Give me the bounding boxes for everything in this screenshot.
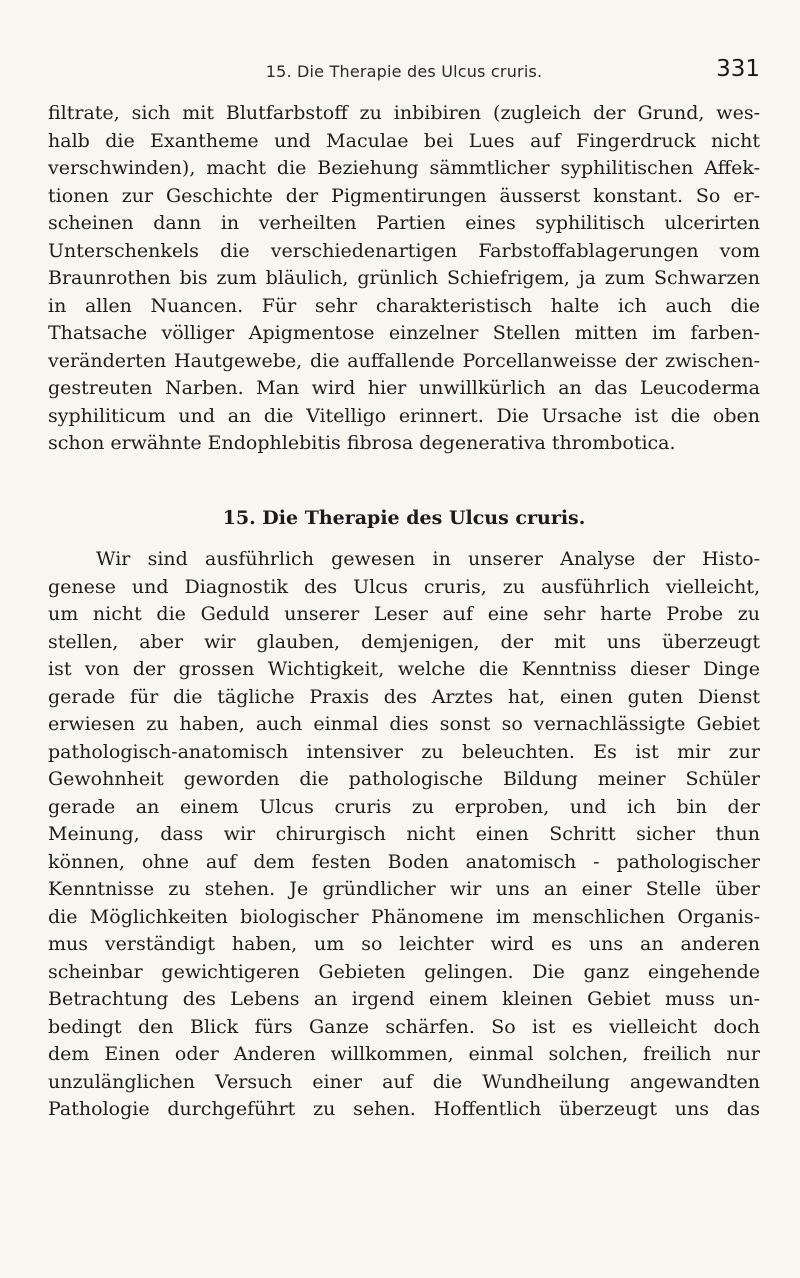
- text-line: Meinung, dass wir chirurgisch nicht einen Schritt sicher thun: [48, 823, 760, 845]
- running-head: [48, 56, 760, 96]
- page-number: 331: [716, 56, 760, 82]
- text-line: Kenntnisse zu stehen. Je gründlicher wir uns an einer Stelle über: [48, 878, 760, 900]
- text-line: scheinbar gewichtigeren Gebieten gelingen. Die ganz eingehende: [48, 960, 760, 983]
- text-line: bedingt den Blick fürs Ganze schärfen. So ist es vielleicht doch: [48, 1015, 760, 1038]
- text-line: dem Einen oder Anderen willkommen, einmal solchen, freilich nur: [48, 1043, 760, 1065]
- text-line: können, ohne auf dem festen Boden anatomisch - pathologischer: [48, 850, 760, 873]
- text-line: gerade an einem Ulcus cruris zu erproben, und ich bin der: [48, 795, 760, 818]
- text-line: erwiesen zu haben, auch einmal dies sonst so vernachlässigte Gebiet: [48, 713, 760, 735]
- paragraph-continued: [48, 100, 760, 458]
- text-line: Wir sind ausführlich gewesen in unserer Analyse der Histo-: [96, 548, 760, 570]
- text-line: syphiliticum und an die Vitelligo erinnert. Die Ursache ist die oben: [48, 404, 760, 427]
- text-line: halb die Exantheme und Maculae bei Lues auf Fingerdruck nicht: [48, 129, 760, 152]
- text-line: mus verständigt haben, um so leichter wird es uns an anderen: [48, 933, 760, 955]
- text-line: Pathologie durchgeführt zu sehen. Hoffentlich überzeugt uns das: [48, 1098, 760, 1120]
- text-line: stellen, aber wir glauben, demjenigen, der mit uns überzeugt: [48, 630, 760, 653]
- text-line: schon erwähnte Endophlebitis fibrosa degenerativa thrombotica.: [48, 432, 676, 454]
- text-line: Thatsache völliger Apigmentose einzelner Stellen mitten im farben-: [48, 322, 760, 344]
- text-line: Braunrothen bis zum bläulich, grünlich Schiefrigem, ja zum Schwarzen: [48, 267, 760, 289]
- text-line: veränderten Hautgewebe, die auffallende Porcellanweisse der zwischen-: [48, 349, 760, 372]
- text-line: gerade für die tägliche Praxis des Arztes hat, einen guten Dienst: [48, 685, 760, 708]
- text-line: um nicht die Geduld unserer Leser auf eine sehr harte Probe zu: [48, 603, 760, 625]
- text-line: ist von der grossen Wichtigkeit, welche die Kenntniss dieser Dinge: [48, 658, 760, 680]
- text-line: genese und Diagnostik des Ulcus cruris, zu ausführlich vielleicht,: [48, 575, 760, 598]
- text-line: Gewohnheit geworden die pathologische Bildung meiner Schüler: [48, 768, 760, 790]
- text-line: in allen Nuancen. Für sehr charakteristisch halte ich auch die: [48, 294, 760, 317]
- running-title: 15. Die Therapie des Ulcus cruris.: [265, 62, 543, 81]
- text-line: tionen zur Geschichte der Pigmentirungen äusserst konstant. So er-: [48, 184, 760, 207]
- text-line: filtrate, sich mit Blutfarbstoff zu inbibiren (zugleich der Grund, wes-: [48, 102, 760, 124]
- section-heading: 15. Die Therapie des Ulcus cruris.: [222, 507, 586, 529]
- text-line: verschwinden), macht die Beziehung sämmtlicher syphilitischen Affek-: [48, 157, 760, 179]
- text-line: Unterschenkels die verschiedenartigen Farbstoffablagerungen vom: [48, 239, 760, 262]
- text-line: die Möglichkeiten biologischer Phänomene im menschlichen Organis-: [48, 905, 760, 928]
- paragraph-therapy: [48, 546, 760, 1124]
- text-line: gestreuten Narben. Man wird hier unwillkürlich an das Leucoderma: [48, 377, 760, 399]
- text-line: pathologisch-anatomisch intensiver zu beleuchten. Es ist mir zur: [48, 740, 760, 763]
- text-line: unzulänglichen Versuch einer auf die Wundheilung angewandten: [48, 1070, 760, 1093]
- text-line: Betrachtung des Lebens an irgend einem kleinen Gebiet muss un-: [48, 988, 760, 1010]
- text-line: scheinen dann in verheilten Partien eines syphilitisch ulcerirten: [48, 212, 760, 234]
